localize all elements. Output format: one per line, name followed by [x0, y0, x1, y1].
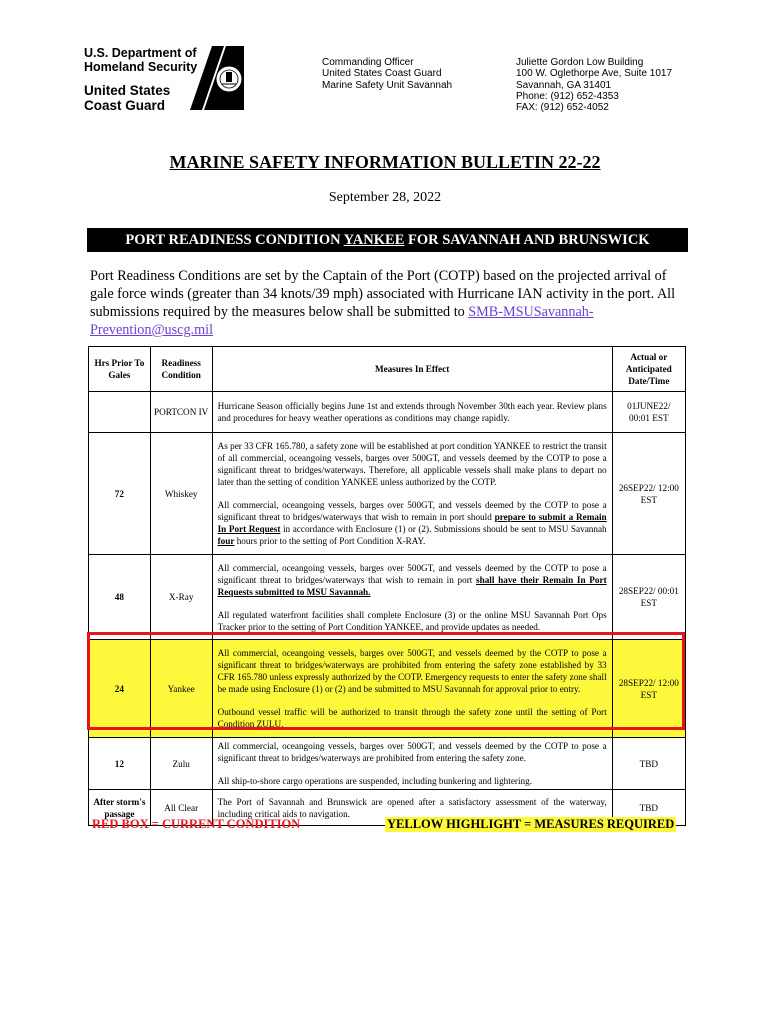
measure-text: All ship-to-shore cargo operations are suspended, including bunkering and lightering. — [217, 776, 532, 786]
address-line-2: 100 W. Oglethorpe Ave, Suite 1017 — [516, 68, 673, 80]
measure-text-part: in accordance with Enclosure (1) or (2). Submissions should be sent to MSU Savannah — [280, 524, 607, 534]
office-line-2: United States Coast Guard — [322, 68, 442, 80]
address-block — [516, 57, 672, 113]
measure-text: Hurricane Season officially begins June 1st and extends through November 30th each year. Review plans and procedures for heavy weather operations as conditions may change rapidly. — [217, 401, 607, 423]
header-date-time: Actual or Anticipated Date/Time — [612, 347, 685, 392]
banner-text-before: PORT READINESS CONDITION — [125, 232, 344, 248]
address-phone: Phone: (912) 652-4353 — [516, 90, 619, 102]
hrs-cell — [89, 392, 151, 433]
legend-yellow-highlight: YELLOW HIGHLIGHT = MEASURES REQUIRED — [387, 817, 675, 831]
measure-text: The Port of Savannah and Brunswick are opened after a satisfactory assessment of the waterway, including critical aids to navigation. — [217, 796, 607, 819]
measures-cell — [212, 392, 612, 433]
datetime-cell: TBD — [612, 790, 685, 826]
header-hrs-prior: Hrs Prior To Gales — [89, 347, 151, 392]
header-measures: Measures In Effect — [212, 347, 612, 392]
hrs-cell: After storm's passage — [89, 790, 151, 826]
measure-emphasis: prepare to submit a Remain In Port Request — [217, 512, 607, 534]
table-row — [89, 555, 686, 640]
measure-text: Outbound vessel traffic will be authorized to transit through the safety zone until the setting of Port Condition ZULU. — [217, 707, 607, 729]
datetime-cell: 01JUNE22/ 00:01 EST — [612, 392, 685, 433]
condition-cell: Whiskey — [150, 433, 212, 555]
hrs-cell: 12 — [89, 738, 151, 790]
banner-text-after: FOR SAVANNAH AND BRUNSWICK — [404, 232, 650, 248]
department-line-1: U.S. Department of — [84, 46, 197, 60]
table-header-row — [89, 347, 686, 392]
measure-emphasis: shall have their Remain In Port Requests submitted to MSU Savannah. — [217, 574, 607, 597]
table-row — [89, 738, 686, 790]
readiness-table — [88, 346, 686, 826]
measure-text: All regulated waterfront facilities shall complete Enclosure (3) or the online MSU Savannah Port Ops Tracker prior to the setting of Port Condition YANKEE, and provide updates as needed. — [217, 609, 607, 632]
table-row — [89, 433, 686, 555]
header-readiness-condition: Readiness Condition — [150, 347, 212, 392]
measure-emphasis: four — [217, 536, 235, 546]
intro-paragraph — [90, 267, 690, 339]
measures-cell — [212, 640, 612, 738]
measure-text-part: All commercial, oceangoing vessels, barges over 500GT, and vessels deemed by the COTP to pose a significant threat to bridges/waterways that wish to remain in port should — [217, 500, 607, 522]
condition-cell: All Clear — [150, 790, 212, 826]
address-line-3: Savannah, GA 31401 — [516, 79, 612, 91]
banner-condition: YANKEE — [343, 232, 405, 248]
office-line-3: Marine Safety Unit Savannah — [322, 79, 453, 91]
address-line-1: Juliette Gordon Low Building — [516, 57, 644, 68]
intro-text: Port Readiness Conditions are set by the Captain of the Port (COTP) based on the projected arrival of gale force winds (greater than 34 knots/39 mph) associated with Hurricane IAN activity in the port. All submissions required by the measures below shall be submitted to — [90, 268, 676, 320]
measure-text-part: hours prior to the setting of Port Condition X-RAY. — [234, 536, 426, 546]
measure-text — [218, 562, 607, 598]
bulletin-date: September 28, 2022 — [328, 190, 442, 205]
agency-line-2: Coast Guard — [84, 98, 166, 113]
table-row — [89, 392, 686, 433]
table-row — [89, 640, 686, 738]
agency-line-1: United States — [84, 83, 171, 98]
measure-text: As per 33 CFR 165.780, a safety zone will be established at port condition YANKEE to restrict the transit of all commercial, oceangoing vessels, barges over 500GT, and vessels deemed by the COTP to pose a significant threat to bridges/waterways. Therefore, all applicable vessels shall make plans to depart no later than the setting of condition YANKEE unless authorized by the COTP. — [217, 441, 607, 487]
measure-text-part: All commercial, oceangoing vessels, barges over 500GT, and vessels deemed by the COTP to pose a significant threat to bridges/waterways that wish to remain in port — [217, 562, 607, 585]
submission-email-link[interactable]: SMB-MSUSavannah-Prevention@uscg.mil — [90, 304, 594, 338]
datetime-cell: 26SEP22/ 12:00 EST — [612, 433, 685, 555]
coast-guard-emblem-icon — [190, 46, 244, 110]
legend-red-box: RED BOX = CURRENT CONDITION — [92, 817, 301, 831]
condition-cell: Zulu — [150, 738, 212, 790]
condition-cell: Yankee — [150, 640, 212, 738]
condition-cell: PORTCON IV — [150, 392, 212, 433]
office-block — [322, 57, 452, 91]
measures-cell — [212, 433, 612, 555]
datetime-cell: 28SEP22/ 12:00 EST — [612, 640, 685, 738]
hrs-cell: 48 — [89, 555, 151, 640]
hrs-cell: 24 — [89, 640, 151, 738]
bulletin-title: MARINE SAFETY INFORMATION BULLETIN 22-22 — [169, 152, 601, 172]
condition-banner — [87, 228, 688, 252]
measure-text: All commercial, oceangoing vessels, barges over 500GT, and vessels deemed by the COTP to pose a significant threat to bridges/waterways are prohibited from entering the safety zone established by 33 CFR 165.780 unless expressly authorized by the COTP. Emergency requests to enter the safety zone shall be made using Enclosure (1) or (2) and be submitted to MSU Savannah for approval prior to entry. — [217, 648, 607, 694]
measures-cell — [212, 738, 612, 790]
measure-text: All commercial, oceangoing vessels, barges over 500GT, and vessels deemed by the COTP to pose a significant threat to bridges/waterways are prohibited from entering the safety zone. — [217, 741, 607, 763]
address-fax: FAX: (912) 652-4052 — [516, 102, 609, 114]
hrs-cell: 72 — [89, 433, 151, 555]
measures-cell — [212, 555, 612, 640]
datetime-cell: TBD — [612, 738, 685, 790]
office-line-1: Commanding Officer — [322, 57, 414, 68]
condition-cell: X-Ray — [150, 555, 212, 640]
department-line-2: Homeland Security — [84, 60, 198, 74]
datetime-cell: 28SEP22/ 00:01 EST — [612, 555, 685, 640]
measure-text — [218, 499, 607, 547]
